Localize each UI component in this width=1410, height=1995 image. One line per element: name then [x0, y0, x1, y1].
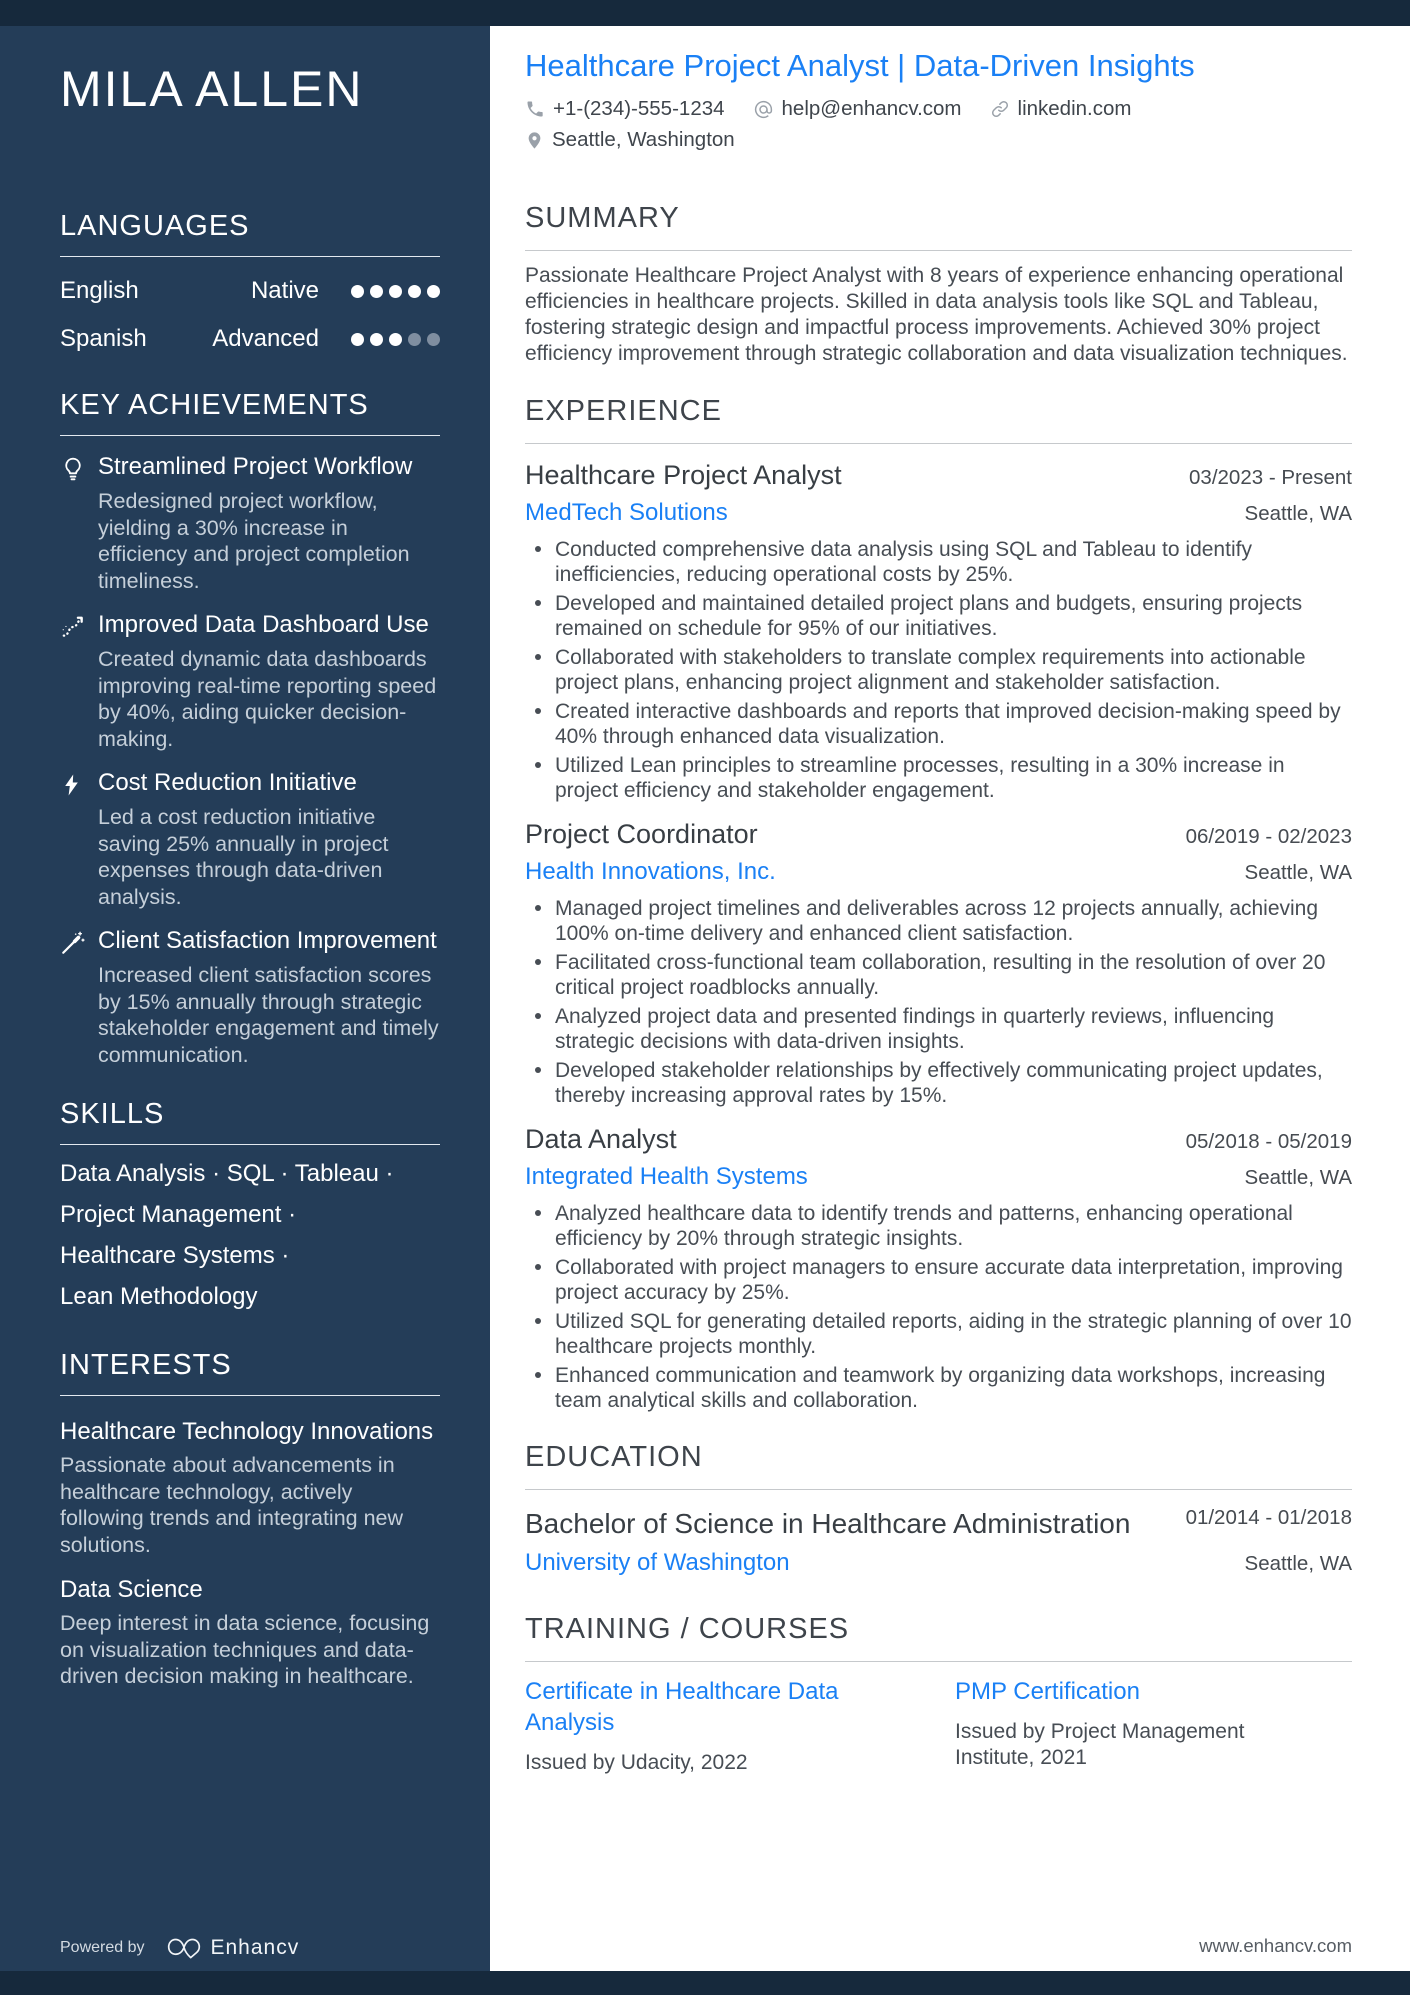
achievement-text: Redesigned project workflow, yielding a 30% increase in efficiency and project completion timeliness.	[98, 489, 410, 593]
school-name[interactable]: University of Washington	[525, 1549, 790, 1576]
skills-heading: SKILLS	[60, 1098, 440, 1145]
phone-number[interactable]: +1-(234)-555-1234	[553, 97, 725, 120]
languages-heading: LANGUAGES	[60, 210, 440, 257]
location-text: Seattle, Washington	[552, 128, 735, 151]
company-name[interactable]: Health Innovations, Inc.	[525, 858, 776, 885]
job-bullet: Managed project timelines and deliverables across 12 projects annually, achieving 100% on-time delivery and enhanced client satisfaction.	[525, 896, 1352, 946]
rating-dot	[427, 333, 440, 346]
achievement-title: Client Satisfaction Improvement	[98, 927, 437, 954]
job-title: Project Coordinator	[525, 819, 758, 849]
skills-line: Project Management ·	[60, 1201, 297, 1228]
rating-dot	[351, 333, 364, 346]
link-contact	[990, 97, 1132, 121]
languages-section	[60, 210, 440, 353]
rating-dot	[351, 285, 364, 298]
experience-heading: EXPERIENCE	[525, 395, 1352, 444]
education-dates: 01/2014 - 01/2018	[1185, 1506, 1352, 1529]
achievement-text: Led a cost reduction initiative saving 25% annually in project expenses through data-driven analysis.	[98, 805, 389, 909]
bottom-accent-bar	[0, 1971, 1410, 1995]
course-issuer: Issued by Project Management Institute, 2021	[955, 1720, 1245, 1769]
lightning-icon	[60, 768, 98, 910]
job-dates: 05/2018 - 05/2019	[1185, 1130, 1352, 1153]
language-name: English	[60, 277, 139, 304]
job-bullet: Analyzed healthcare data to identify trends and patterns, enhancing operational efficiency by 20% through strategic insights.	[525, 1201, 1352, 1251]
summary-text: Passionate Healthcare Project Analyst with 8 years of experience enhancing operational efficiencies in healthcare projects. Skilled in data analysis tools like SQL and Tableau, fostering strategic design and impactful process improvements. Achieved 30% project efficiency improvement through strategic collaboration and data visualization techniques.	[525, 264, 1348, 365]
education-section	[525, 1441, 1352, 1577]
achievement-text: Increased client satisfaction scores by 15% annually through strategic stakeholder engagement and timely communication.	[98, 963, 439, 1067]
job-bullet: Collaborated with project managers to ensure accurate data interpretation, improving project accuracy by 25%.	[525, 1255, 1352, 1305]
achievement-item	[60, 768, 440, 910]
job-bullet: Developed stakeholder relationships by effectively communicating project updates, thereby increasing approval rates by 15%.	[525, 1058, 1352, 1108]
language-rating-dots	[351, 333, 440, 346]
course-issuer: Issued by Udacity, 2022	[525, 1751, 748, 1774]
website-url[interactable]: www.enhancv.com	[1199, 1935, 1352, 1956]
education-location: Seattle, WA	[1244, 1552, 1352, 1575]
job-title: Data Analyst	[525, 1124, 677, 1154]
rating-dot	[408, 285, 421, 298]
magic-wand-icon	[60, 926, 98, 1068]
language-level: Native	[250, 277, 319, 304]
courses-list	[525, 1676, 1352, 1776]
job-entry	[525, 460, 1352, 803]
powered-by-label: Powered by	[60, 1939, 145, 1956]
course-entry	[525, 1676, 955, 1776]
main-content	[490, 26, 1410, 1995]
candidate-name: MILA ALLEN	[60, 61, 364, 117]
job-bullets	[525, 537, 1352, 803]
achievement-title: Cost Reduction Initiative	[98, 769, 357, 796]
key-achievements-section	[60, 389, 440, 1068]
skills-line: Healthcare Systems ·	[60, 1242, 290, 1269]
at-icon	[753, 99, 774, 120]
achievements-heading: KEY ACHIEVEMENTS	[60, 389, 440, 436]
job-bullet: Collaborated with stakeholders to translate complex requirements into actionable project plans, enhancing project alignment and stakeholder satisfaction.	[525, 645, 1352, 695]
top-accent-bar	[0, 0, 1410, 26]
job-title: Healthcare Project Analyst	[525, 460, 842, 490]
job-bullet: Created interactive dashboards and reports that improved decision-making speed by 40% through enhanced data visualization.	[525, 699, 1352, 749]
education-heading: EDUCATION	[525, 1441, 1352, 1490]
job-bullet: Analyzed project data and presented findings in quarterly reviews, influencing strategic decisions with data-driven insights.	[525, 1004, 1352, 1054]
interests-section	[60, 1349, 440, 1690]
job-bullet: Facilitated cross-functional team collaboration, resulting in the resolution of over 20 critical project roadblocks annually.	[525, 950, 1352, 1000]
company-name[interactable]: Integrated Health Systems	[525, 1163, 808, 1190]
achievement-title: Improved Data Dashboard Use	[98, 611, 429, 638]
rating-dot	[370, 333, 383, 346]
interest-item	[60, 1574, 440, 1690]
interest-text: Passionate about advancements in healthcare technology, actively following trends and integrating new solutions.	[60, 1453, 404, 1557]
language-name: Spanish	[60, 325, 147, 352]
achievement-item	[60, 610, 440, 752]
interests-heading: INTERESTS	[60, 1349, 440, 1396]
linkedin-link[interactable]: linkedin.com	[1017, 97, 1132, 120]
training-section	[525, 1613, 1352, 1776]
job-bullets	[525, 896, 1352, 1108]
language-row	[60, 325, 440, 353]
rating-dot	[427, 285, 440, 298]
location-pin-icon	[525, 131, 544, 150]
job-bullet: Utilized Lean principles to streamline processes, resulting in a 30% increase in project efficiency and stakeholder engagement.	[525, 753, 1352, 803]
achievement-item	[60, 926, 440, 1068]
achievement-item	[60, 452, 440, 594]
location-contact	[525, 128, 735, 152]
resume-headline: Healthcare Project Analyst | Data-Driven Insights	[525, 48, 1195, 83]
rating-dot	[370, 285, 383, 298]
job-location: Seattle, WA	[1244, 861, 1352, 884]
job-entry	[525, 1124, 1352, 1413]
job-entry	[525, 819, 1352, 1108]
interest-title: Data Science	[60, 1576, 203, 1603]
phone-contact	[525, 97, 725, 121]
summary-section	[525, 202, 1352, 367]
job-bullet: Enhanced communication and teamwork by organizing data workshops, increasing team analytical skills and collaboration.	[525, 1363, 1352, 1413]
sidebar	[0, 0, 490, 1995]
rating-dot	[408, 333, 421, 346]
interest-text: Deep interest in data science, focusing on visualization techniques and data-driven decision making in healthcare.	[60, 1611, 430, 1688]
job-location: Seattle, WA	[1244, 1166, 1352, 1189]
interest-title: Healthcare Technology Innovations	[60, 1418, 434, 1445]
phone-icon	[525, 99, 545, 119]
experience-section	[525, 395, 1352, 1413]
language-level: Advanced	[212, 325, 319, 352]
job-bullet: Conducted comprehensive data analysis using SQL and Tableau to identify inefficiencies, reducing operational costs by 25%.	[525, 537, 1352, 587]
contact-row	[525, 97, 1352, 121]
link-icon	[990, 99, 1010, 119]
job-dates: 03/2023 - Present	[1189, 466, 1352, 489]
email-address[interactable]: help@enhancv.com	[781, 97, 962, 120]
training-heading: TRAINING / COURSES	[525, 1613, 1352, 1662]
rating-dot	[389, 285, 402, 298]
achievement-text: Created dynamic data dashboards improving real-time reporting speed by 40%, aiding quicker decision-making.	[98, 647, 437, 751]
job-bullets	[525, 1201, 1352, 1413]
enhancv-logo	[167, 1935, 300, 1961]
degree-title: Bachelor of Science in Healthcare Administration	[525, 1508, 1131, 1539]
contact-row-location	[525, 128, 1352, 152]
lightbulb-icon	[60, 452, 98, 594]
skills-line: Lean Methodology	[60, 1283, 258, 1310]
job-dates: 06/2019 - 02/2023	[1185, 825, 1352, 848]
job-location: Seattle, WA	[1244, 502, 1352, 525]
job-bullet: Utilized SQL for generating detailed reports, aiding in the strategic planning of over 10 healthcare projects monthly.	[525, 1309, 1352, 1359]
trend-route-icon	[60, 610, 98, 752]
company-name[interactable]: MedTech Solutions	[525, 499, 728, 526]
skills-line: Data Analysis · SQL · Tableau ·	[60, 1160, 394, 1187]
achievement-title: Streamlined Project Workflow	[98, 453, 413, 480]
rating-dot	[389, 333, 402, 346]
course-title[interactable]: PMP Certification	[955, 1678, 1140, 1705]
powered-by-footer	[60, 1935, 299, 1961]
language-row	[60, 277, 440, 305]
interest-item	[60, 1416, 440, 1558]
enhancv-brand-text: Enhancv	[210, 1936, 300, 1959]
course-title[interactable]: Certificate in Healthcare Data Analysis	[525, 1678, 839, 1736]
job-bullet: Developed and maintained detailed project plans and budgets, ensuring projects remained on schedule for 95% of our initiatives.	[525, 591, 1352, 641]
language-rating-dots	[351, 285, 440, 298]
skills-section	[60, 1098, 440, 1309]
course-entry	[955, 1676, 1285, 1776]
email-contact	[753, 97, 962, 121]
summary-heading: SUMMARY	[525, 202, 1352, 251]
